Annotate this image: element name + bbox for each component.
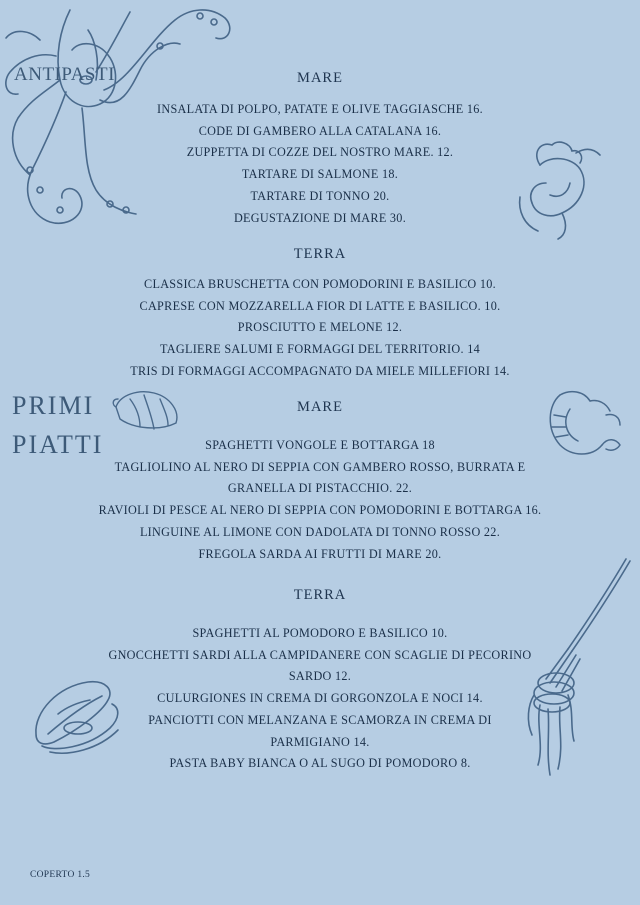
menu-item: PANCIOTTI CON MELANZANA E SCAMORZA IN CREMA DI: [148, 712, 492, 727]
menu-item: ZUPPETTA DI COZZE DEL NOSTRO MARE. 12.: [186, 145, 454, 160]
antipasti-terra-list: [70, 274, 570, 383]
antipasti-terra-heading: TERRA: [293, 246, 347, 262]
menu-item: TAGLIERE SALUMI E FORMAGGI DEL TERRITORIO. 14: [159, 342, 481, 357]
menu-item: PROSCIUTTO E MELONE 12.: [237, 320, 403, 335]
menu-item: CAPRESE CON MOZZARELLA FIOR DI LATTE E BASILICO. 10.: [139, 298, 501, 313]
menu-item: GNOCCHETTI SARDI ALLA CAMPIDANERE CON SCAGLIE DI PECORINO: [108, 647, 532, 662]
menu-item: TARTARE DI SALMONE 18.: [241, 167, 399, 182]
menu-item: SARDO 12.: [288, 669, 352, 684]
menu-item: FREGOLA SARDA AI FRUTTI DI MARE 20.: [198, 546, 442, 561]
primi-terra-heading: TERRA: [293, 587, 347, 603]
menu-item: LINGUINE AL LIMONE CON DADOLATA DI TONNO ROSSO 22.: [139, 524, 501, 539]
primi-mare-heading: MARE: [297, 399, 343, 415]
primi-mare-list: [60, 435, 580, 565]
menu-item: CLASSICA BRUSCHETTA CON POMODORINI E BASILICO 10.: [144, 277, 496, 291]
menu-item: TRIS DI FORMAGGI ACCOMPAGNATO DA MIELE MILLEFIORI 14.: [130, 363, 510, 378]
section-title-antipasti: ANTIPASTI: [14, 64, 115, 85]
menu-item: RAVIOLI DI PESCE AL NERO DI SEPPIA CON POMODORINI E BOTTARGA 16.: [98, 503, 542, 518]
menu-item: CODE DI GAMBERO ALLA CATALANA 16.: [198, 123, 442, 138]
menu-item: INSALATA DI POLPO, PATATE E OLIVE TAGGIASCHE 16.: [157, 102, 483, 116]
menu-item: TAGLIOLINO AL NERO DI SEPPIA CON GAMBERO ROSSO, BURRATA E: [114, 459, 526, 474]
section-title-piatti: PIATTI: [12, 430, 104, 459]
coperto-note: COPERTO 1.5: [30, 870, 91, 880]
primi-terra-list: [90, 623, 550, 775]
antipasti-mare-heading: MARE: [297, 70, 343, 86]
menu-item: DEGUSTAZIONE DI MARE 30.: [233, 210, 407, 225]
menu-item: PARMIGIANO 14.: [270, 734, 370, 749]
menu-item: TARTARE DI TONNO 20.: [250, 188, 390, 203]
section-title-primi: PRIMI: [12, 391, 95, 420]
menu-item: GRANELLA DI PISTACCHIO. 22.: [227, 481, 413, 496]
menu-item: PASTA BABY BIANCA O AL SUGO DI POMODORO 8.: [169, 756, 471, 771]
antipasti-mare-list: [70, 99, 570, 229]
menu-item: CULURGIONES IN CREMA DI GORGONZOLA E NOCI 14.: [157, 691, 483, 706]
menu-item: SPAGHETTI VONGOLE E BOTTARGA 18: [205, 438, 435, 452]
menu-item: SPAGHETTI AL POMODORO E BASILICO 10.: [192, 626, 448, 640]
